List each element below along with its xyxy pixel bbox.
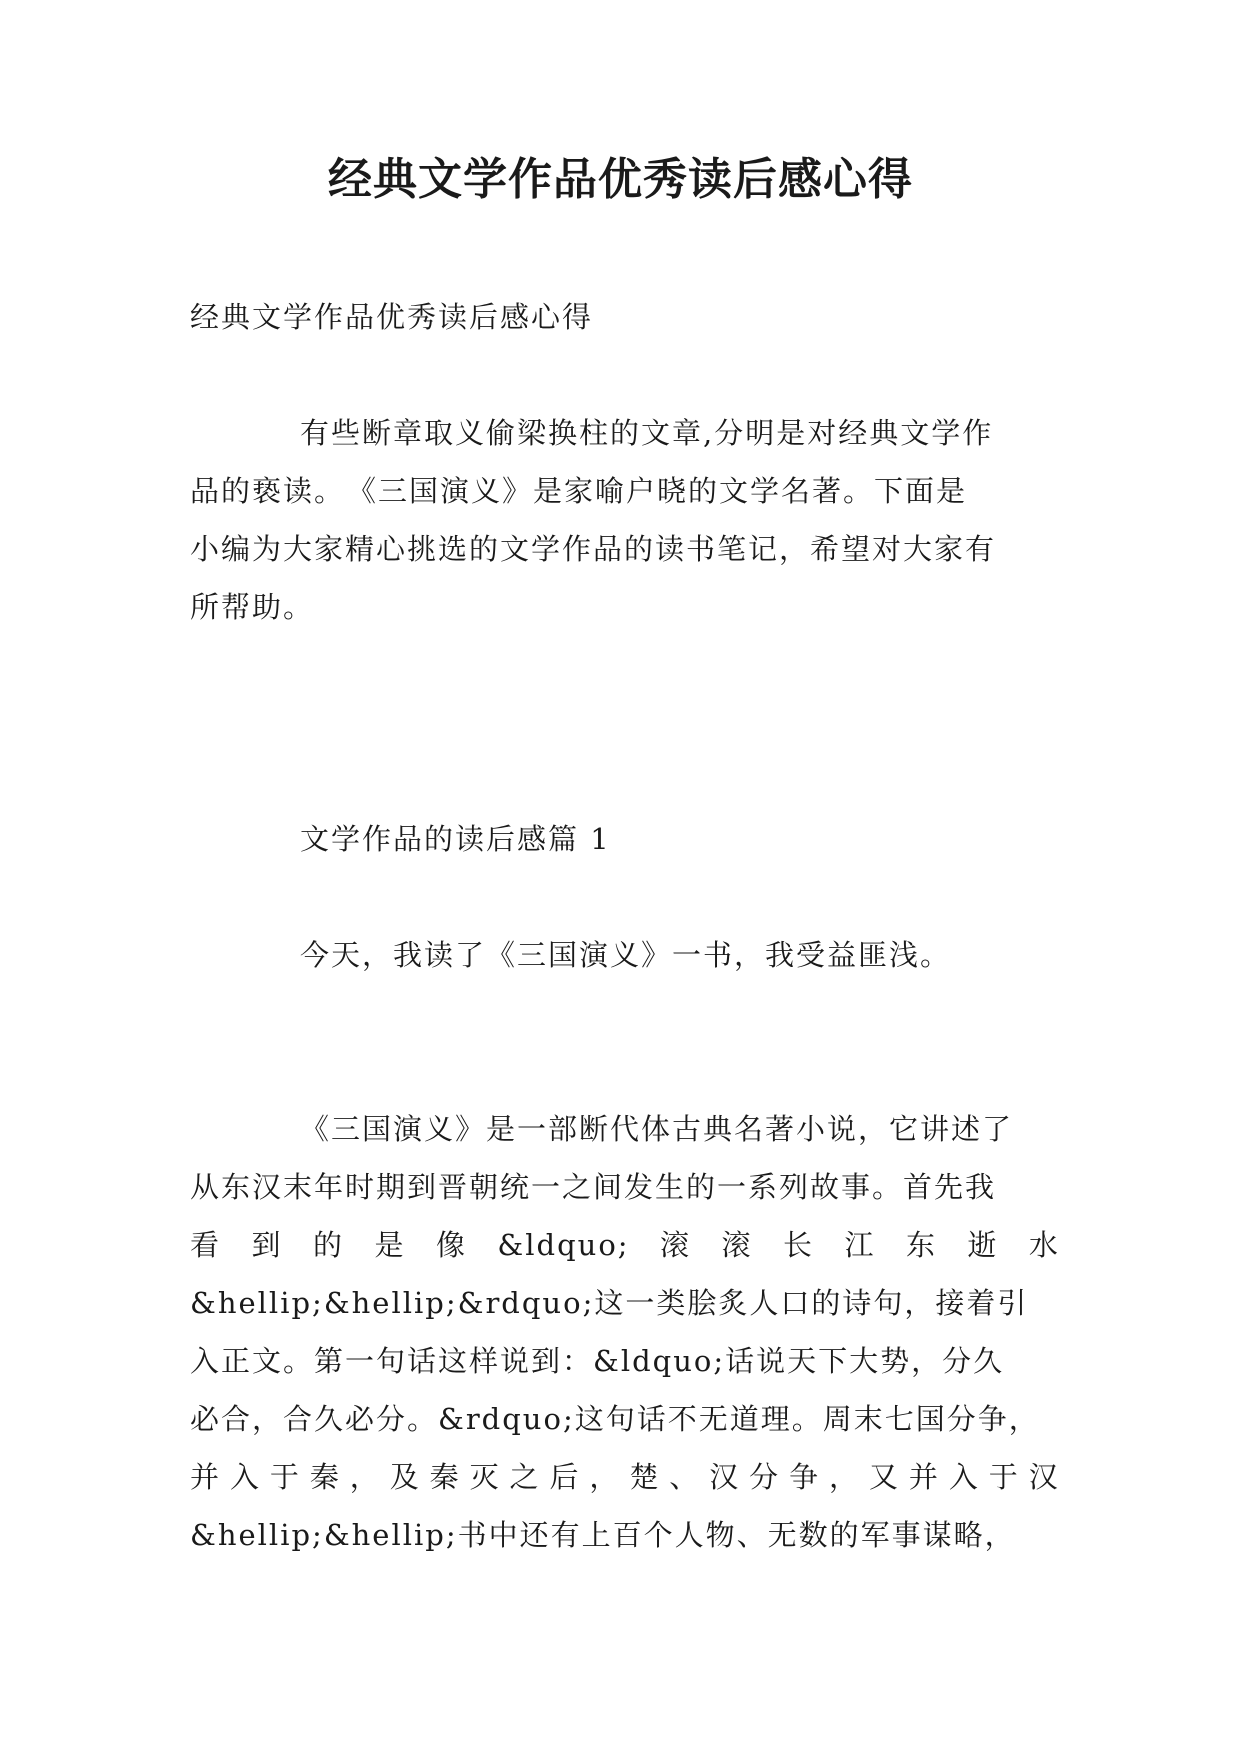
line7-word: 后 [549, 1460, 581, 1494]
para2-line-4: &hellip;&hellip;&rdquo;这一类脍炙人口的诗句，接着引 [190, 1286, 1029, 1320]
paragraph-2 [190, 1100, 1060, 1564]
intro-paragraph [190, 404, 1060, 636]
line7-word: 汉 [1028, 1460, 1060, 1494]
line7-word: ， [829, 1460, 861, 1494]
line7-word: 灭 [469, 1460, 501, 1494]
para2-line-5: 入正文。第一句话这样说到：&ldquo;话说天下大势，分久 [190, 1344, 1005, 1378]
intro-line-4: 所帮助。 [190, 590, 315, 624]
line7-word: ， [349, 1460, 381, 1494]
para2-line-8: &hellip;&hellip;书中还有上百个人物、无数的军事谋略， [190, 1518, 1016, 1552]
document-subtitle: 经典文学作品优秀读后感心得 [190, 300, 594, 334]
line3-word: 是 [374, 1228, 406, 1262]
line3-word: 逝 [967, 1228, 999, 1262]
line3-word: &ldquo; [497, 1228, 630, 1262]
document-title: 经典文学作品优秀读后感心得 [328, 154, 913, 205]
line7-word: 入 [229, 1460, 261, 1494]
para2-line-2: 从东汉末年时期到晋朝统一之间发生的一系列故事。首先我 [190, 1170, 997, 1204]
line7-word: 之 [509, 1460, 541, 1494]
line7-word: 又 [868, 1460, 900, 1494]
intro-line-3: 小编为大家精心挑选的文学作品的读书笔记，希望对大家有 [190, 532, 997, 566]
line7-word: 分 [749, 1460, 781, 1494]
line7-word: ， [589, 1460, 621, 1494]
section-heading: 文学作品的读后感篇 1 [300, 822, 611, 856]
line7-word: 争 [789, 1460, 821, 1494]
line3-word: 滚 [721, 1228, 753, 1262]
line3-word: 到 [251, 1228, 283, 1262]
line7-word: 、 [669, 1460, 701, 1494]
line3-word: 江 [844, 1228, 876, 1262]
line7-word: 秦 [309, 1460, 341, 1494]
line7-word: 并 [190, 1460, 222, 1494]
intro-line-1: 有些断章取义偷梁换柱的文章,分明是对经典文学作 [300, 416, 994, 450]
line3-word: 长 [782, 1228, 814, 1262]
line3-word: 东 [905, 1228, 937, 1262]
line7-word: 楚 [629, 1460, 661, 1494]
paragraph-1: 今天，我读了《三国演义》一书，我受益匪浅。 [300, 938, 952, 972]
para2-line-7 [190, 1448, 1060, 1506]
line3-word: 看 [190, 1228, 222, 1262]
para2-line-3 [190, 1216, 1060, 1274]
line3-word: 的 [312, 1228, 344, 1262]
line7-word: 于 [269, 1460, 301, 1494]
line7-word: 及 [389, 1460, 421, 1494]
line7-word: 秦 [429, 1460, 461, 1494]
line3-word: 水 [1028, 1228, 1060, 1262]
para2-line-1: 《三国演义》是一部断代体古典名著小说，它讲述了 [300, 1112, 1014, 1146]
line3-word: 像 [435, 1228, 467, 1262]
line3-word: 滚 [660, 1228, 692, 1262]
line7-word: 汉 [709, 1460, 741, 1494]
intro-line-2: 品的亵读。 《三国演义》是家喻户晓的文学名著。下面是 [190, 474, 968, 508]
line7-word: 并 [908, 1460, 940, 1494]
line7-word: 入 [948, 1460, 980, 1494]
line7-word: 于 [988, 1460, 1020, 1494]
para2-line-6: 必合，合久必分。&rdquo;这句话不无道理。周末七国分争， [190, 1402, 1040, 1436]
